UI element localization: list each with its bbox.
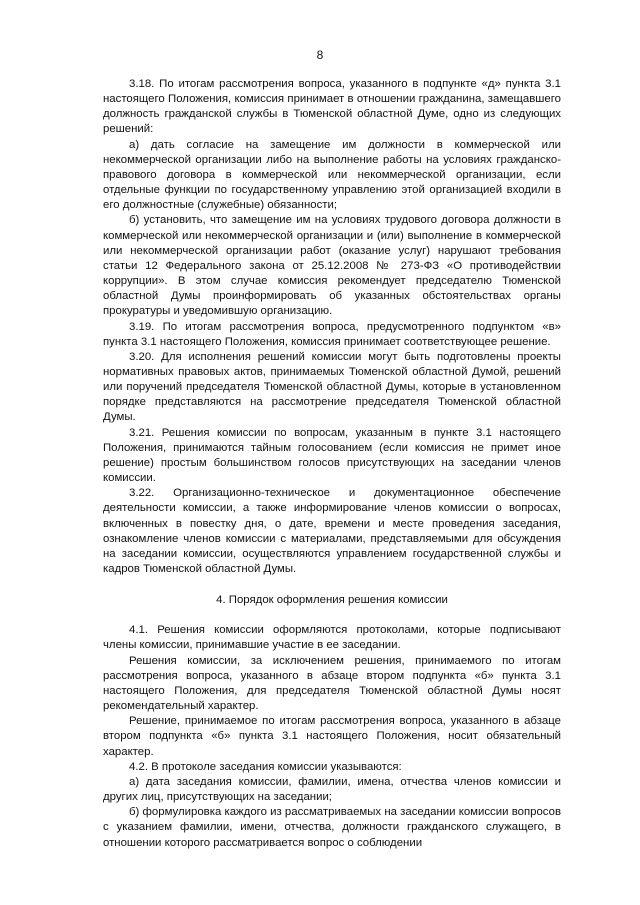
document-body <box>103 77 561 851</box>
paragraph-3-22: 3.22. Организационно-техническое и документационное обеспечение деятельности комиссии, а также информирование членов комиссии о вопросах, включенных в повестку дня, о дате, времени и месте проведения заседания, ознакомление членов комиссии с материалами, представляемыми для обсуждения на заседании комиссии, осуществляются управлением государственной службы и кадров Тюменской областной Думы. <box>103 487 561 575</box>
paragraph-3-19: 3.19. По итогам рассмотрения вопроса, предусмотренного подпунктом «в» пункта 3.1 настоящего Положения, комиссия принимает соответствующее решение. <box>103 320 561 348</box>
paragraph-3-18-b: б) установить, что замещение им на условиях трудового договора должности в коммерческой или некоммерческой организации и (или) выполнение в коммерческой или некоммерческой организации работ (оказание услуг) нарушают требования статьи 12 Федерального закона от 25.12.2008 № 273-ФЗ «О противодействии коррупции». В этом случае комиссия рекомендует председателю Тюменской областной Думы проинформировать об указанных обстоятельствах органы прокуратуры и уведомившую организацию. <box>103 214 561 318</box>
paragraph-4-1-decisions: Решения комиссии, за исключением решения, принимаемого по итогам рассмотрения вопроса, указанного в абзаце втором подпункта «б» пункта 3.1 настоящего Положения, для председателя Тюменской областной Думы носят рекомендательный характер. <box>103 654 561 713</box>
page-number: 8 <box>316 48 324 62</box>
section-heading: 4. Порядок оформления решения комиссии <box>216 594 448 607</box>
paragraph-3-20: 3.20. Для исполнения решений комиссии могут быть подготовлены проекты нормативных правовых актов, принимаемых Тюменской областной Думой, решений или поручений председателя Тюменской областной Думы, которые в установленном порядке представляются на рассмотрение председателя Тюменской областной Думы. <box>103 350 561 424</box>
paragraph-3-21: 3.21. Решения комиссии по вопросам, указанным в пункте 3.1 настоящего Положения, принимаются тайным голосованием (если комиссия не примет иное решение) простым большинством голосов присутствующих на заседании членов комиссии. <box>103 426 561 485</box>
paragraph-4-2-a: а) дата заседания комиссии, фамилии, имена, отчества членов комиссии и других лиц, присутствующих на заседании; <box>103 775 561 804</box>
paragraph-3-18: 3.18. По итогам рассмотрения вопроса, указанного в подпункте «д» пункта 3.1 настоящего Положения, комиссия принимает в отношении гражданина, замещавшего должность гражданской службы в Тюменской областной Думе, одно из следующих решений: <box>103 78 561 136</box>
paragraph-4-2-b: б) формулировка каждого из рассматриваемых на заседании комиссии вопросов с указанием фамилии, имени, отчества, должности гражданского служащего, в отношении которого рассматривается вопрос о соблюдении <box>103 806 561 849</box>
paragraph-3-18-a: а) дать согласие на замещение им должности в коммерческой или некоммерческой организации либо на выполнение работы на условиях гражданско-правового договора в коммерческой или некоммерческой организации, если отдельные функции по государственному управлению этой организацией входили в его должностные (служебные) обязанности; <box>103 138 561 212</box>
paragraph-4-1-mandatory: Решение, принимаемое по итогам рассмотрения вопроса, указанного в абзаце втором подпункта «б» пункта 3.1 настоящего Положения, носит обязательный характер. <box>103 715 561 758</box>
paragraph-4-1: 4.1. Решения комиссии оформляются протоколами, которые подписывают члены комиссии, принимавшие участие в ее заседании. <box>103 624 561 652</box>
paragraph-4-2: 4.2. В протоколе заседания комиссии указываются: <box>129 760 402 773</box>
